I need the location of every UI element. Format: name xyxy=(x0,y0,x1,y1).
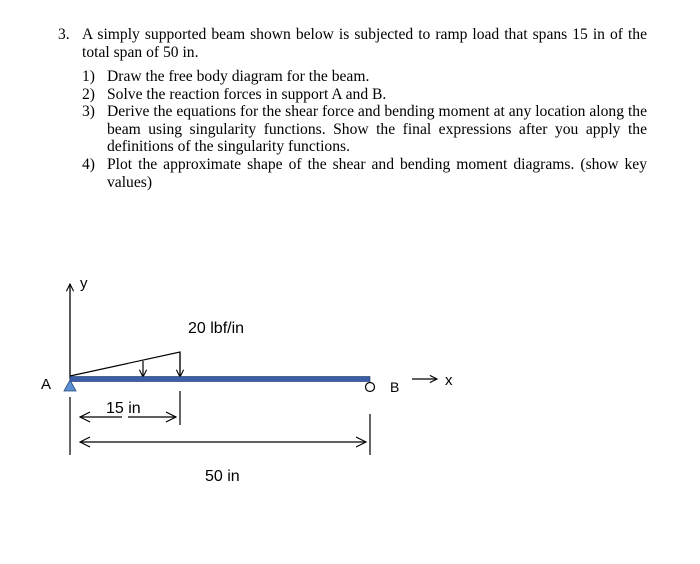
task-number: 2) xyxy=(82,85,95,103)
task-number: 1) xyxy=(82,68,95,85)
support-b-label: B xyxy=(390,379,400,395)
y-axis-label: y xyxy=(80,275,88,292)
task-text: Solve the reaction forces in support A and B. xyxy=(107,85,387,103)
problem-statement: A simply supported beam shown below is subjected to ramp load that spans 15 in of the total span of 50 in. xyxy=(82,26,647,61)
ramp-load-outline xyxy=(70,352,180,376)
task-number: 3) xyxy=(82,103,95,121)
span-length-label: 50 in xyxy=(205,468,240,485)
load-intensity-label: 20 lbf/in xyxy=(188,320,245,337)
support-a-label: A xyxy=(41,376,52,393)
x-axis-label: x xyxy=(445,372,453,389)
roller-support-b xyxy=(366,383,375,392)
task-number: 4) xyxy=(82,155,95,173)
problem-number: 3. xyxy=(58,26,70,43)
ramp-length-label: 15 in xyxy=(106,400,141,417)
task-text: Derive the equations for the shear force and bending moment at any location along the beam using singularity functions. Show the final expressions after you apply the definitions of the singularity functions. xyxy=(107,103,647,156)
beam xyxy=(70,377,370,382)
task-text: Plot the approximate shape of the shear and bending moment diagrams. (show key values) xyxy=(107,155,647,191)
task-text: Draw the free body diagram for the beam. xyxy=(107,68,370,85)
